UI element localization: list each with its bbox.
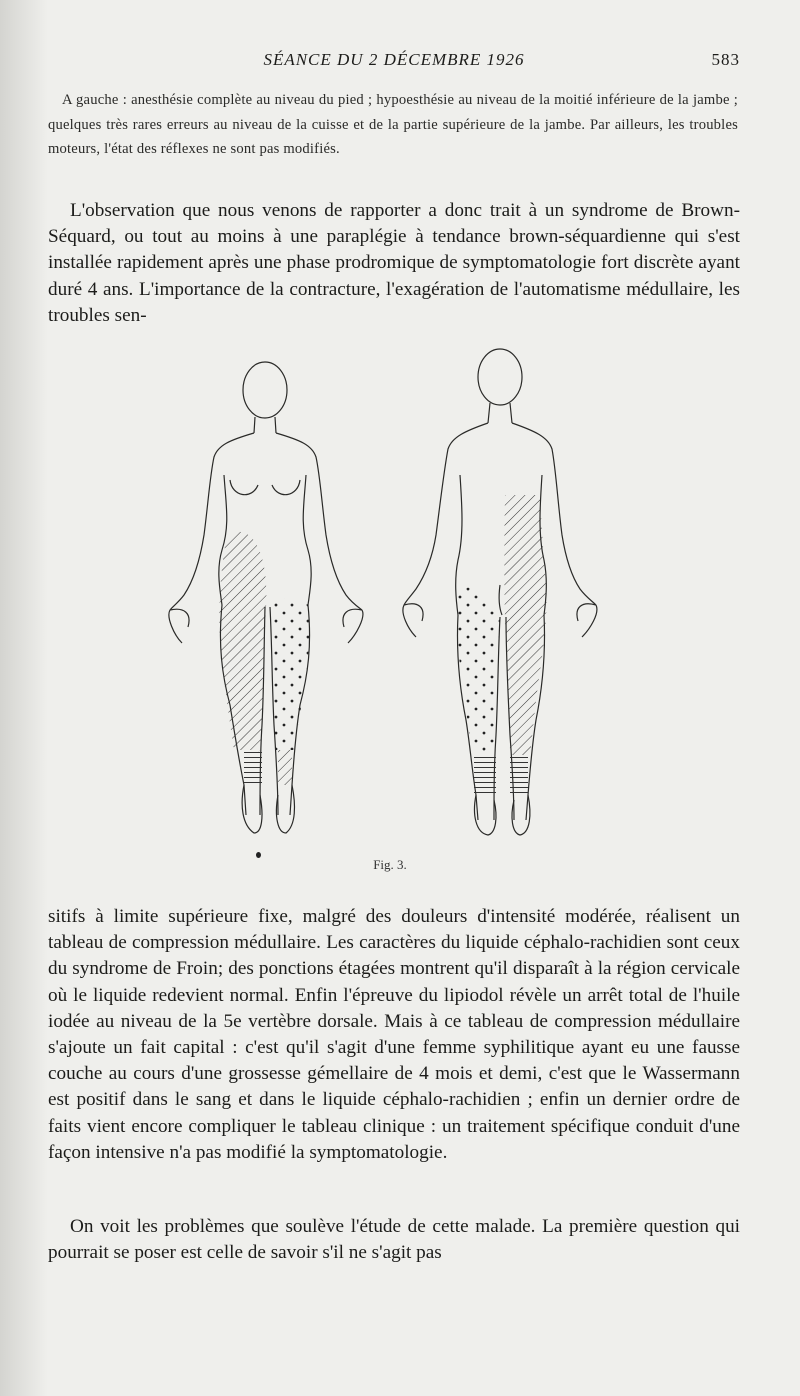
- running-head: [48, 50, 740, 74]
- back-lined-region: [474, 755, 496, 795]
- front-dotted-region: [270, 598, 309, 750]
- running-title: SÉANCE DU 2 DÉCEMBRE 1926: [263, 50, 525, 69]
- paragraph-observation: [48, 198, 740, 329]
- back-dotted-region: [457, 588, 500, 755]
- paragraph-continuation: [48, 904, 740, 1166]
- back-figure: [403, 349, 597, 835]
- body-sensation-diagram: [160, 345, 620, 855]
- figure-caption: Fig. 3.: [373, 857, 407, 872]
- page-number: 583: [711, 50, 740, 69]
- paragraph-2-text: sitifs à limite supérieure fixe, malgré des douleurs d'intensité modérée, réalisent un tableau de compression médullaire. Les caractères du liquide céphalo-rachidien sont ceux du syndrome de Froin; des ponctions étagées montrent qu'il disparaît à la région cervicale où le liquide redevient normal. Enfin l'épreuve du lipiodol révèle un arrêt total de l'huile iodée au niveau de la 5e vertèbre dorsale. Mais à ce tableau de compression médullaire s'ajoute un fait capital : c'est qu'il s'agit d'une femme syphilitique ayant eu une fausse couche au cours d'une grossesse gémellaire de 4 mois et demi, c'est que le Wassermann est positif dans le sang et dans le liquide céphalo-rachidien ; enfin un dernier ordre de faits vient encore compliquer le tableau clinique : un traitement spécifique conduit d'une façon intensive n'a pas modifié la symptomatologie.: [48, 906, 740, 1163]
- paragraph-3-text: On voit les problèmes que soulève l'étude de cette malade. La première question qui pourrait se poser est celle de savoir s'il ne s'agit pas: [48, 1216, 740, 1264]
- front-hatched-region: [219, 532, 266, 751]
- page-gutter-shadow: [0, 0, 48, 1396]
- paragraph-1-text: L'observation que nous venons de rapporter a donc trait à un syndrome de Brown-Séquard, ou tout au moins à une paraplégie à tendance brown-séquardienne qui s'est installée rapidement après une phase prodromique de symptomatologie fort discrète ayant duré 4 ans. L'importance de la contracture, l'exagération de l'automatisme médullaire, les troubles sen-: [48, 200, 740, 326]
- clinical-note: A gauche : anesthésie complète au niveau du pied ; hypoesthésie au niveau de la moitié inférieure de la jambe ; quelques très rares erreurs au niveau de la cuisse et de la partie supérieure de la jambe. Par ailleurs, les troubles moteurs, l'état des réflexes ne sont pas modifiés.: [48, 92, 738, 157]
- print-speck: [256, 852, 261, 858]
- paragraph-problems: [48, 1214, 740, 1266]
- front-lined-region: [244, 750, 262, 785]
- back-hatched-region: [504, 495, 546, 755]
